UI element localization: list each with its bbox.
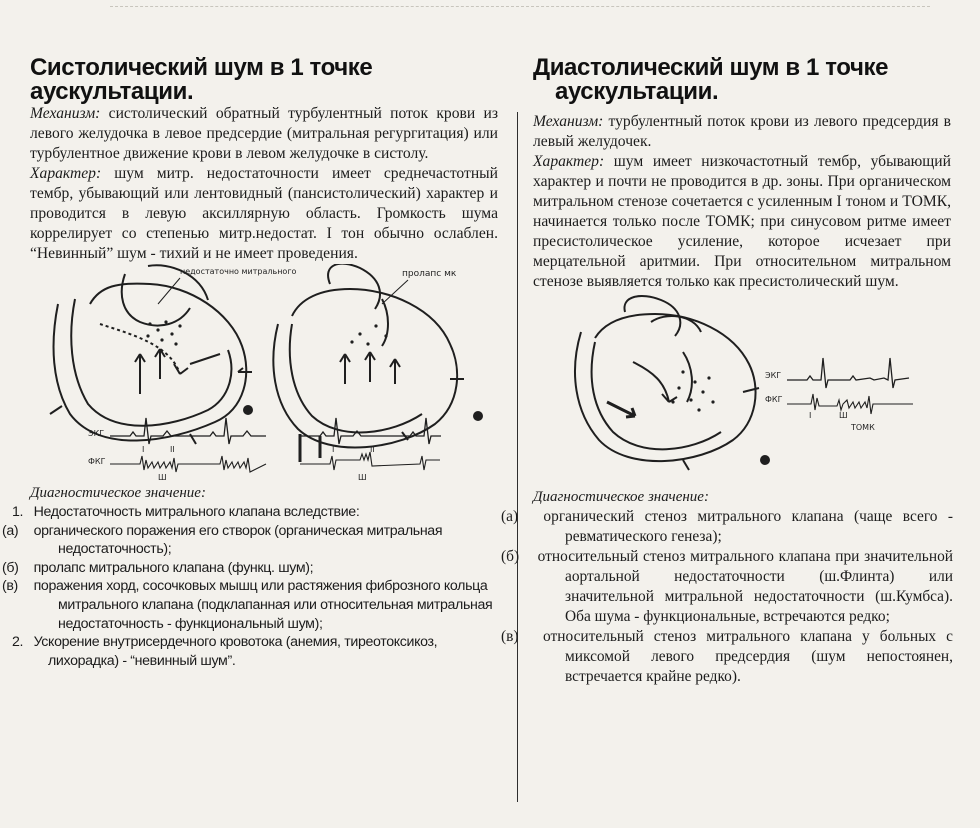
top-rule	[110, 6, 930, 7]
systolic-column	[2, 54, 500, 670]
murmur-right: Ш	[839, 411, 848, 420]
mechanism-label: Механизм:	[30, 105, 101, 122]
murmur-middle: Ш	[358, 473, 367, 482]
ecg-label-left: ЭКГ	[88, 429, 105, 438]
tone1-middle: I	[332, 445, 335, 454]
diastolic-mechanism	[533, 112, 951, 152]
systolic-diag-list	[2, 503, 500, 670]
character-text: шум имеет низкочастотный тембр, убывающий характер и почти не проводится в др. зоны. При органическом митральном стенозе сочетается с усиленным I тоном и ТОМК, начинается только после ТОМК; при синусовом ритме имеет пресистолическое усиление, которое исчезает при мерцательной аритмии. При относительном митральном стенозе выявляется только как пресистолический шум.	[533, 153, 951, 290]
tone2-left: II	[170, 445, 175, 454]
marker-dot-2	[473, 411, 483, 421]
list-item: (а) органический стеноз митрального клапана (чаще всего - ревматического генеза);	[501, 508, 953, 545]
systolic-character	[30, 164, 498, 264]
marker-dot-3	[760, 455, 770, 465]
list-item: 1. Недостаточность митрального клапана вследствие:	[12, 504, 360, 520]
tone1-right: I	[809, 411, 812, 420]
diastolic-figure	[533, 292, 953, 488]
heart-stenosis-drawing	[575, 296, 759, 470]
ecg-trace-right	[787, 358, 909, 388]
label-insufficiency: недостаточно митрального	[180, 267, 297, 276]
diastolic-title: Диастолический шум в 1 точке аускультации.	[533, 54, 889, 105]
systolic-mechanism	[30, 104, 498, 164]
list-item: (б) относительный стеноз митрального клапана при значительной аортальной недостаточности (ш.Флинта) или значительной митральной недостаточности (ш.Кумбса). Оба шума - функциональные, встречаются редко;	[501, 548, 953, 625]
systolic-figure	[30, 264, 500, 484]
pcg-trace-right	[787, 394, 913, 414]
pcg-label-right: ФКГ	[765, 395, 783, 404]
tone2-middle: II	[370, 445, 375, 454]
list-item: (а) органического поражения его створок (органическая митральная недостаточность);	[2, 522, 443, 558]
ecg-label-right: ЭКГ	[765, 371, 782, 380]
omk-label: ТОМК	[851, 423, 875, 432]
diastolic-diag-list	[501, 507, 953, 687]
right-figure-dots	[671, 370, 714, 411]
marker-dot-1	[243, 405, 253, 415]
pcg-trace-left	[110, 456, 266, 472]
pcg-label-left: ФКГ	[88, 457, 106, 466]
diastolic-column	[501, 54, 953, 687]
character-text: шум митр. недостаточности имеет среднечастотный тембр, убывающий или лентовидный (пансистолический) характер и проводится в левую аксиллярную область. Громкость шума коррелирует со степенью митр.недостат. I тон обычно ослаблен. “Невинный” шум - тихий и не имеет проведения.	[30, 165, 498, 262]
murmur-left: Ш	[158, 473, 167, 482]
diastolic-character	[533, 152, 951, 292]
list-item: (в) поражения хорд, сосочковых мышц или растяжения фиброзного кольца митрального клапана (подклапанная или относительная митральная недостаточность - функциональный шум);	[2, 578, 493, 632]
mechanism-text: турбулентный поток крови из левого предсердия в левый желудочек.	[533, 113, 951, 150]
list-item: (в) относительный стеноз митрального клапана у больных с миксомой левого предсердия (шум непостоянен, встречается крайне редко).	[501, 628, 953, 685]
character-label: Характер:	[30, 165, 102, 182]
mechanism-text: систолический обратный турбулентный поток крови из левого желудочка в левое предсердие (митральная регургитация) или турбулентное движение крови в левом желудочке в систолу.	[30, 105, 498, 162]
label-prolapse: пролапс мк	[402, 269, 457, 279]
heart-insufficiency-drawing	[50, 265, 252, 444]
character-label: Характер:	[533, 153, 605, 170]
list-item: (б) пролапс митрального клапана (функц. шум);	[2, 559, 314, 576]
systolic-diag-title: Диагностическое значение:	[30, 485, 206, 501]
list-item: 2. Ускорение внутрисердечного кровотока (анемия, тиреотоксикоз, лихорадка) - “невинный шум”.	[12, 634, 438, 669]
heart-prolapse-drawing	[273, 264, 464, 462]
middle-figure-dots	[350, 324, 387, 345]
tone1-left: I	[142, 445, 145, 454]
column-divider	[517, 112, 518, 802]
mechanism-label: Механизм:	[533, 113, 604, 130]
systolic-title: Систолический шум в 1 точке аускультации.	[30, 54, 373, 105]
diastolic-diag-title: Диагностическое значение:	[533, 489, 709, 505]
